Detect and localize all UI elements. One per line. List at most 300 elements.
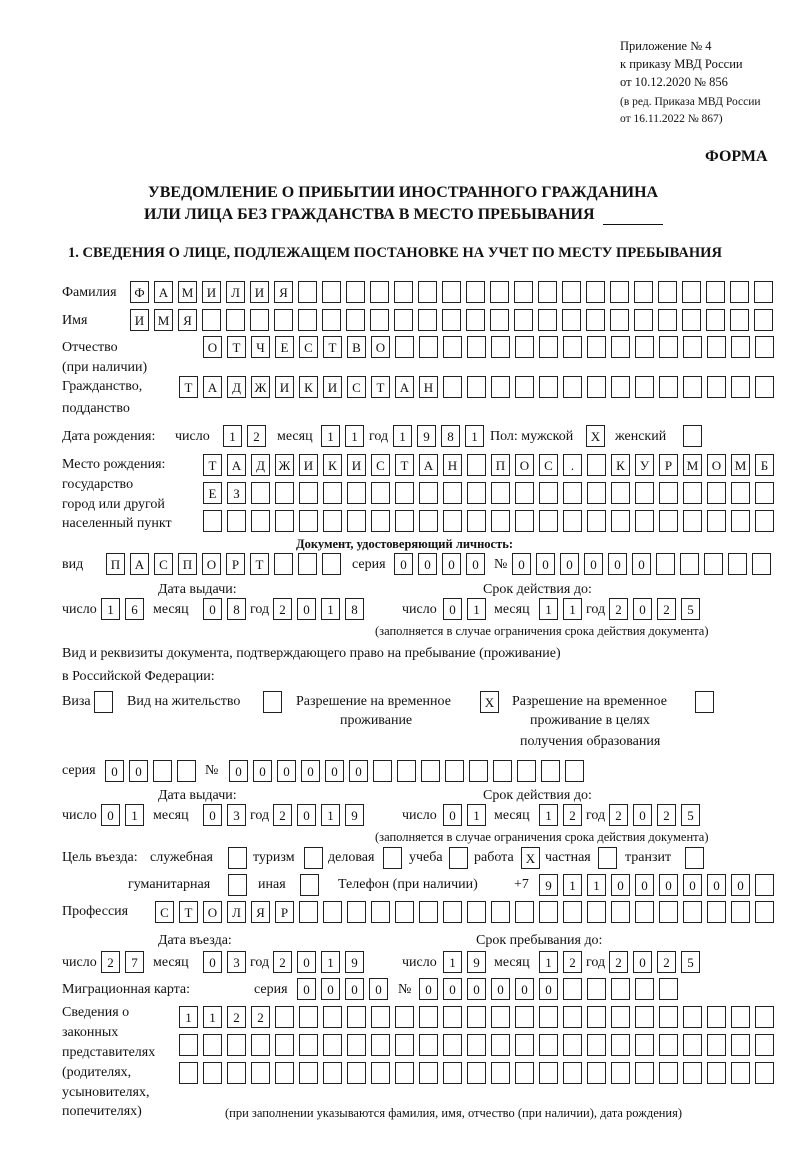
char-cell[interactable]	[371, 1034, 390, 1056]
char-cell[interactable]: 0	[105, 760, 124, 782]
char-cell[interactable]	[179, 1062, 198, 1084]
char-cell[interactable]: 0	[277, 760, 296, 782]
char-cell[interactable]	[731, 376, 750, 398]
char-cell[interactable]: И	[202, 281, 221, 303]
char-cell[interactable]	[587, 901, 606, 923]
char-cell[interactable]	[755, 376, 774, 398]
char-cell[interactable]: М	[178, 281, 197, 303]
char-cell[interactable]: 0	[297, 804, 316, 826]
char-cell[interactable]	[275, 482, 294, 504]
char-cell[interactable]	[203, 1062, 222, 1084]
char-cell[interactable]	[395, 482, 414, 504]
char-cell[interactable]: 0	[229, 760, 248, 782]
char-cell[interactable]	[707, 1006, 726, 1028]
char-cell[interactable]: 1	[203, 1006, 222, 1028]
char-cell[interactable]	[419, 336, 438, 358]
char-cell[interactable]: 1	[101, 598, 120, 620]
char-cell[interactable]: М	[683, 454, 702, 476]
char-cell[interactable]	[395, 510, 414, 532]
char-cell[interactable]: 3	[227, 951, 246, 973]
char-cell[interactable]	[226, 309, 245, 331]
char-cell[interactable]	[467, 336, 486, 358]
char-cell[interactable]: 1	[539, 598, 558, 620]
char-cell[interactable]: 0	[608, 553, 627, 575]
char-cell[interactable]	[659, 336, 678, 358]
char-cell[interactable]	[445, 760, 464, 782]
stay-valid-month-field[interactable]	[539, 804, 582, 826]
char-cell[interactable]: 0	[129, 760, 148, 782]
char-cell[interactable]: 0	[539, 978, 558, 1000]
char-cell[interactable]	[517, 760, 536, 782]
char-cell[interactable]: 0	[584, 553, 603, 575]
char-cell[interactable]	[562, 309, 581, 331]
char-cell[interactable]: 1	[179, 1006, 198, 1028]
char-cell[interactable]: И	[323, 376, 342, 398]
stay-until-year-field[interactable]	[609, 951, 700, 973]
char-cell[interactable]	[731, 1062, 750, 1084]
entry-month-field[interactable]	[203, 951, 246, 973]
char-cell[interactable]	[635, 510, 654, 532]
char-cell[interactable]: О	[371, 336, 390, 358]
char-cell[interactable]	[587, 482, 606, 504]
char-cell[interactable]	[538, 281, 557, 303]
char-cell[interactable]	[515, 1034, 534, 1056]
id-doc-series-field[interactable]	[394, 553, 485, 575]
char-cell[interactable]: С	[539, 454, 558, 476]
birthplace-line1-field[interactable]	[203, 454, 774, 476]
sex-male-checkbox[interactable]: X	[586, 425, 605, 447]
visa-checkbox[interactable]	[94, 691, 113, 713]
char-cell[interactable]: Р	[659, 454, 678, 476]
char-cell[interactable]	[683, 510, 702, 532]
char-cell[interactable]: 0	[466, 553, 485, 575]
char-cell[interactable]: О	[203, 901, 222, 923]
char-cell[interactable]	[491, 510, 510, 532]
char-cell[interactable]	[706, 309, 725, 331]
char-cell[interactable]	[323, 1062, 342, 1084]
id-valid-month-field[interactable]	[539, 598, 582, 620]
char-cell[interactable]	[251, 1034, 270, 1056]
patronymic-field[interactable]	[203, 336, 774, 358]
char-cell[interactable]	[371, 901, 390, 923]
char-cell[interactable]	[323, 901, 342, 923]
char-cell[interactable]	[539, 901, 558, 923]
char-cell[interactable]	[538, 309, 557, 331]
char-cell[interactable]: 2	[657, 598, 676, 620]
char-cell[interactable]: 1	[539, 804, 558, 826]
char-cell[interactable]: Е	[203, 482, 222, 504]
char-cell[interactable]	[250, 309, 269, 331]
char-cell[interactable]	[587, 336, 606, 358]
char-cell[interactable]: 1	[321, 598, 340, 620]
char-cell[interactable]: Л	[226, 281, 245, 303]
char-cell[interactable]	[515, 482, 534, 504]
char-cell[interactable]	[658, 309, 677, 331]
char-cell[interactable]	[754, 309, 773, 331]
id-issue-month-field[interactable]	[203, 598, 246, 620]
char-cell[interactable]	[659, 376, 678, 398]
char-cell[interactable]: 2	[273, 598, 292, 620]
char-cell[interactable]: 5	[681, 598, 700, 620]
char-cell[interactable]	[707, 510, 726, 532]
char-cell[interactable]	[227, 510, 246, 532]
char-cell[interactable]	[707, 482, 726, 504]
char-cell[interactable]: Т	[179, 376, 198, 398]
char-cell[interactable]	[683, 336, 702, 358]
char-cell[interactable]	[731, 901, 750, 923]
char-cell[interactable]	[371, 482, 390, 504]
char-cell[interactable]	[443, 1062, 462, 1084]
char-cell[interactable]: 9	[467, 951, 486, 973]
char-cell[interactable]	[683, 482, 702, 504]
char-cell[interactable]	[443, 1034, 462, 1056]
char-cell[interactable]: С	[347, 376, 366, 398]
char-cell[interactable]	[539, 1006, 558, 1028]
char-cell[interactable]: 3	[227, 804, 246, 826]
char-cell[interactable]	[659, 510, 678, 532]
char-cell[interactable]	[491, 1062, 510, 1084]
char-cell[interactable]	[491, 901, 510, 923]
char-cell[interactable]	[730, 281, 749, 303]
char-cell[interactable]	[587, 510, 606, 532]
char-cell[interactable]	[443, 1006, 462, 1028]
phone-field[interactable]	[539, 874, 774, 896]
char-cell[interactable]: 2	[563, 804, 582, 826]
char-cell[interactable]	[611, 336, 630, 358]
char-cell[interactable]	[707, 901, 726, 923]
char-cell[interactable]	[611, 1062, 630, 1084]
char-cell[interactable]: 2	[247, 425, 266, 447]
name-field[interactable]	[130, 309, 773, 331]
char-cell[interactable]	[395, 901, 414, 923]
char-cell[interactable]	[659, 482, 678, 504]
char-cell[interactable]: К	[611, 454, 630, 476]
char-cell[interactable]: 0	[633, 951, 652, 973]
char-cell[interactable]: И	[130, 309, 149, 331]
char-cell[interactable]	[659, 1006, 678, 1028]
char-cell[interactable]	[323, 510, 342, 532]
char-cell[interactable]: Р	[226, 553, 245, 575]
char-cell[interactable]: 8	[227, 598, 246, 620]
id-doc-type-field[interactable]	[106, 553, 341, 575]
char-cell[interactable]: П	[178, 553, 197, 575]
char-cell[interactable]	[397, 760, 416, 782]
char-cell[interactable]	[467, 1034, 486, 1056]
purpose-business-checkbox[interactable]	[383, 847, 402, 869]
char-cell[interactable]: 5	[681, 951, 700, 973]
char-cell[interactable]: Д	[227, 376, 246, 398]
char-cell[interactable]	[467, 510, 486, 532]
birthplace-line2-field[interactable]	[203, 482, 774, 504]
char-cell[interactable]	[707, 336, 726, 358]
char-cell[interactable]	[755, 1006, 774, 1028]
char-cell[interactable]	[635, 1062, 654, 1084]
char-cell[interactable]: 0	[345, 978, 364, 1000]
char-cell[interactable]: И	[275, 376, 294, 398]
char-cell[interactable]	[370, 309, 389, 331]
char-cell[interactable]: 0	[731, 874, 750, 896]
char-cell[interactable]	[658, 281, 677, 303]
char-cell[interactable]	[514, 281, 533, 303]
char-cell[interactable]	[563, 1034, 582, 1056]
char-cell[interactable]	[611, 376, 630, 398]
char-cell[interactable]	[563, 376, 582, 398]
char-cell[interactable]	[755, 482, 774, 504]
char-cell[interactable]	[299, 510, 318, 532]
char-cell[interactable]	[275, 510, 294, 532]
stay-issue-year-field[interactable]	[273, 804, 364, 826]
char-cell[interactable]	[563, 482, 582, 504]
migration-card-number-field[interactable]	[419, 978, 678, 1000]
char-cell[interactable]	[515, 1062, 534, 1084]
sex-female-checkbox[interactable]	[683, 425, 702, 447]
stay-valid-year-field[interactable]	[609, 804, 700, 826]
char-cell[interactable]: 0	[418, 553, 437, 575]
char-cell[interactable]: 0	[659, 874, 678, 896]
char-cell[interactable]: 0	[515, 978, 534, 1000]
surname-field[interactable]	[130, 281, 773, 303]
char-cell[interactable]: 9	[345, 951, 364, 973]
char-cell[interactable]: 0	[325, 760, 344, 782]
char-cell[interactable]	[275, 1034, 294, 1056]
purpose-transit-checkbox[interactable]	[685, 847, 704, 869]
char-cell[interactable]	[515, 336, 534, 358]
char-cell[interactable]	[731, 336, 750, 358]
char-cell[interactable]	[299, 482, 318, 504]
char-cell[interactable]	[493, 760, 512, 782]
char-cell[interactable]: Я	[178, 309, 197, 331]
char-cell[interactable]: 1	[587, 874, 606, 896]
char-cell[interactable]: М	[731, 454, 750, 476]
char-cell[interactable]	[731, 1034, 750, 1056]
char-cell[interactable]	[298, 553, 317, 575]
representatives-line1-field[interactable]	[179, 1006, 774, 1028]
char-cell[interactable]: С	[371, 454, 390, 476]
char-cell[interactable]	[491, 1034, 510, 1056]
char-cell[interactable]: 0	[297, 978, 316, 1000]
char-cell[interactable]: 0	[101, 804, 120, 826]
char-cell[interactable]: К	[323, 454, 342, 476]
char-cell[interactable]: .	[563, 454, 582, 476]
char-cell[interactable]	[490, 281, 509, 303]
char-cell[interactable]: 6	[125, 598, 144, 620]
char-cell[interactable]: 0	[683, 874, 702, 896]
char-cell[interactable]	[563, 901, 582, 923]
char-cell[interactable]: 1	[321, 804, 340, 826]
char-cell[interactable]	[683, 1006, 702, 1028]
char-cell[interactable]	[728, 553, 747, 575]
char-cell[interactable]: 8	[441, 425, 460, 447]
char-cell[interactable]: 0	[297, 951, 316, 973]
char-cell[interactable]	[419, 1006, 438, 1028]
char-cell[interactable]	[467, 482, 486, 504]
char-cell[interactable]: Е	[275, 336, 294, 358]
char-cell[interactable]: 0	[443, 978, 462, 1000]
char-cell[interactable]	[419, 1062, 438, 1084]
char-cell[interactable]: 0	[349, 760, 368, 782]
char-cell[interactable]	[755, 1062, 774, 1084]
char-cell[interactable]	[443, 482, 462, 504]
char-cell[interactable]	[539, 336, 558, 358]
temp-residence-checkbox[interactable]: X	[480, 691, 499, 713]
char-cell[interactable]	[491, 336, 510, 358]
char-cell[interactable]: 9	[345, 804, 364, 826]
char-cell[interactable]	[322, 309, 341, 331]
birth-year-field[interactable]	[393, 425, 484, 447]
char-cell[interactable]	[610, 281, 629, 303]
char-cell[interactable]: О	[515, 454, 534, 476]
representatives-line3-field[interactable]	[179, 1062, 774, 1084]
char-cell[interactable]: 2	[101, 951, 120, 973]
char-cell[interactable]	[586, 309, 605, 331]
char-cell[interactable]: 2	[251, 1006, 270, 1028]
char-cell[interactable]	[683, 901, 702, 923]
id-issue-year-field[interactable]	[273, 598, 364, 620]
residence-permit-checkbox[interactable]	[263, 691, 282, 713]
char-cell[interactable]: 2	[273, 951, 292, 973]
char-cell[interactable]	[587, 1006, 606, 1028]
char-cell[interactable]: У	[635, 454, 654, 476]
char-cell[interactable]: Т	[227, 336, 246, 358]
char-cell[interactable]: 1	[393, 425, 412, 447]
char-cell[interactable]	[563, 336, 582, 358]
char-cell[interactable]	[490, 309, 509, 331]
id-valid-year-field[interactable]	[609, 598, 700, 620]
char-cell[interactable]	[443, 376, 462, 398]
char-cell[interactable]	[611, 482, 630, 504]
char-cell[interactable]	[322, 553, 341, 575]
char-cell[interactable]	[418, 281, 437, 303]
char-cell[interactable]: Ж	[275, 454, 294, 476]
char-cell[interactable]	[754, 281, 773, 303]
stay-issue-month-field[interactable]	[203, 804, 246, 826]
char-cell[interactable]: Я	[251, 901, 270, 923]
char-cell[interactable]: 0	[491, 978, 510, 1000]
char-cell[interactable]: Л	[227, 901, 246, 923]
char-cell[interactable]: О	[202, 553, 221, 575]
char-cell[interactable]	[611, 1034, 630, 1056]
char-cell[interactable]	[442, 281, 461, 303]
char-cell[interactable]	[563, 978, 582, 1000]
char-cell[interactable]	[467, 1006, 486, 1028]
char-cell[interactable]: 0	[369, 978, 388, 1000]
char-cell[interactable]	[541, 760, 560, 782]
char-cell[interactable]	[419, 901, 438, 923]
char-cell[interactable]: 0	[253, 760, 272, 782]
char-cell[interactable]: 1	[467, 804, 486, 826]
char-cell[interactable]	[539, 376, 558, 398]
char-cell[interactable]	[323, 482, 342, 504]
char-cell[interactable]	[323, 1034, 342, 1056]
birth-month-field[interactable]	[321, 425, 364, 447]
char-cell[interactable]	[274, 553, 293, 575]
entry-day-field[interactable]	[101, 951, 144, 973]
char-cell[interactable]	[634, 281, 653, 303]
char-cell[interactable]: 0	[560, 553, 579, 575]
char-cell[interactable]	[491, 1006, 510, 1028]
char-cell[interactable]: Р	[275, 901, 294, 923]
char-cell[interactable]: Ф	[130, 281, 149, 303]
char-cell[interactable]: 0	[443, 598, 462, 620]
char-cell[interactable]	[755, 874, 774, 896]
id-issue-day-field[interactable]	[101, 598, 144, 620]
char-cell[interactable]: 1	[125, 804, 144, 826]
char-cell[interactable]: 1	[443, 951, 462, 973]
char-cell[interactable]	[443, 510, 462, 532]
char-cell[interactable]	[466, 281, 485, 303]
purpose-private-checkbox[interactable]	[598, 847, 617, 869]
char-cell[interactable]	[491, 482, 510, 504]
char-cell[interactable]	[659, 1034, 678, 1056]
char-cell[interactable]	[153, 760, 172, 782]
char-cell[interactable]: П	[106, 553, 125, 575]
char-cell[interactable]	[275, 1062, 294, 1084]
char-cell[interactable]	[731, 510, 750, 532]
migration-card-series-field[interactable]	[297, 978, 388, 1000]
char-cell[interactable]	[179, 1034, 198, 1056]
char-cell[interactable]	[635, 978, 654, 1000]
char-cell[interactable]	[539, 482, 558, 504]
stay-until-day-field[interactable]	[443, 951, 486, 973]
char-cell[interactable]	[395, 1062, 414, 1084]
char-cell[interactable]	[659, 1062, 678, 1084]
char-cell[interactable]: 0	[297, 598, 316, 620]
char-cell[interactable]: А	[154, 281, 173, 303]
char-cell[interactable]	[227, 1062, 246, 1084]
char-cell[interactable]	[659, 978, 678, 1000]
char-cell[interactable]	[680, 553, 699, 575]
char-cell[interactable]: 0	[467, 978, 486, 1000]
char-cell[interactable]: 0	[394, 553, 413, 575]
char-cell[interactable]	[682, 281, 701, 303]
char-cell[interactable]	[347, 901, 366, 923]
char-cell[interactable]	[322, 281, 341, 303]
char-cell[interactable]: Н	[419, 376, 438, 398]
char-cell[interactable]: П	[491, 454, 510, 476]
char-cell[interactable]	[563, 1006, 582, 1028]
char-cell[interactable]	[611, 1006, 630, 1028]
char-cell[interactable]	[539, 510, 558, 532]
char-cell[interactable]: 2	[657, 951, 676, 973]
char-cell[interactable]	[418, 309, 437, 331]
char-cell[interactable]	[421, 760, 440, 782]
char-cell[interactable]	[419, 482, 438, 504]
id-valid-day-field[interactable]	[443, 598, 486, 620]
char-cell[interactable]	[587, 1062, 606, 1084]
char-cell[interactable]: 2	[609, 804, 628, 826]
char-cell[interactable]: 1	[223, 425, 242, 447]
char-cell[interactable]: Ж	[251, 376, 270, 398]
char-cell[interactable]: 1	[345, 425, 364, 447]
char-cell[interactable]: Т	[250, 553, 269, 575]
char-cell[interactable]: С	[299, 336, 318, 358]
char-cell[interactable]: 8	[345, 598, 364, 620]
stay-doc-number-field[interactable]	[229, 760, 584, 782]
char-cell[interactable]: 2	[227, 1006, 246, 1028]
char-cell[interactable]	[347, 1034, 366, 1056]
birthplace-line3-field[interactable]	[203, 510, 774, 532]
char-cell[interactable]	[563, 510, 582, 532]
char-cell[interactable]: 5	[681, 804, 700, 826]
char-cell[interactable]: 9	[417, 425, 436, 447]
char-cell[interactable]	[515, 510, 534, 532]
purpose-tourism-checkbox[interactable]	[304, 847, 323, 869]
char-cell[interactable]: Д	[251, 454, 270, 476]
char-cell[interactable]	[443, 901, 462, 923]
char-cell[interactable]	[373, 760, 392, 782]
char-cell[interactable]	[755, 1034, 774, 1056]
char-cell[interactable]	[469, 760, 488, 782]
